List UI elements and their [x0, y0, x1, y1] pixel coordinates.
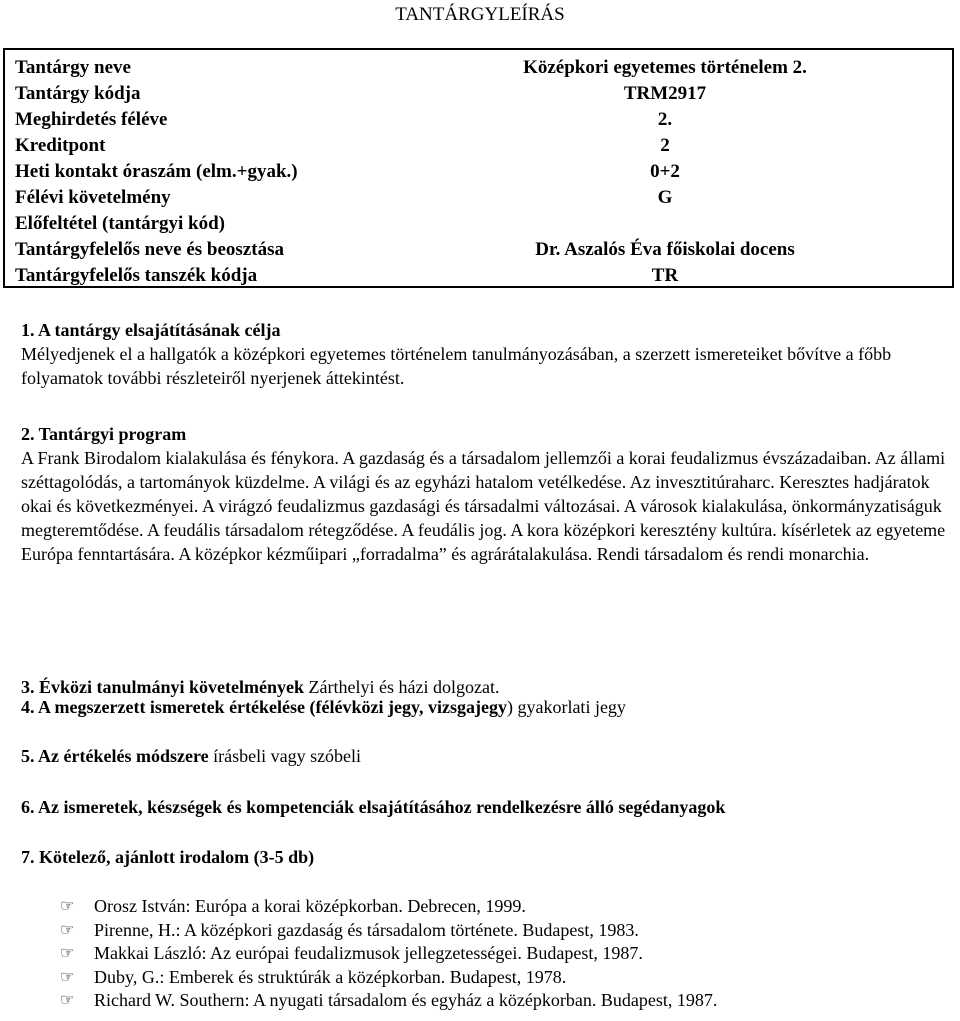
- literature-list: [60, 895, 950, 1013]
- literature-entry: Pirenne, H.: A középkori gazdaság és társadalom története. Budapest, 1983.: [94, 919, 639, 940]
- section-7-literature: [21, 845, 951, 869]
- section-1-goal: [21, 318, 951, 390]
- info-row-semester: [15, 107, 945, 133]
- info-row-course-code: [15, 81, 945, 107]
- section-heading: 1. A tantárgy elsajátításának célja: [21, 320, 281, 340]
- info-label: Tantárgyfelelős neve és beosztása: [15, 239, 284, 260]
- info-value: G: [657, 187, 673, 208]
- section-6-materials: [21, 795, 951, 819]
- pointing-hand-icon: ☞: [60, 921, 75, 939]
- section-heading: 5. Az értékelés módszere: [21, 746, 209, 766]
- info-label: Tantárgyfelelős tanszék kódja: [15, 265, 258, 286]
- info-value: 2: [660, 135, 670, 156]
- literature-entry: Makkai László: Az európai feudalizmusok jellegzetességei. Budapest, 1987.: [94, 943, 643, 963]
- literature-entry: Orosz István: Európa a korai középkorban. Debrecen, 1999.: [94, 896, 526, 916]
- info-label: Tantárgy neve: [15, 57, 131, 78]
- section-body: írásbeli vagy szóbeli: [208, 746, 362, 766]
- info-row-prerequisite: [15, 211, 945, 237]
- list-item: [60, 919, 950, 943]
- info-label: Kreditpont: [15, 135, 106, 156]
- info-label: Előfeltétel (tantárgyi kód): [15, 213, 226, 234]
- section-body: A Frank Birodalom kialakulása és fénykora. A gazdaság és a társadalom jellemzői a korai feudalizmus évszázadaiban. Az állami széttagolódás, a tartományok küzdelme. A világi és az egyházi hatalom vetélkedése. Az invesztitúraharc. Keresztes hadjáratok okai és következményei. A virágzó feudalizmus gazdasági és társadalmi változásai. A városok kialakulása, önkormányzatiságuk megteremtődése. A feudális társadalom rétegződése. A feudális jog. A kora középkori keresztény kultúra. kísérletek az egyeteme Európa fenntartására. A középkor kézműipari „forradalma” és agrárátalakulása. Rendi társadalom és rendi monarchia.: [21, 448, 946, 564]
- info-value: Dr. Aszalós Éva főiskolai docens: [535, 239, 795, 260]
- literature-entry: Duby, G.: Emberek és struktúrák a középkorban. Budapest, 1978.: [94, 966, 567, 987]
- section-heading: 3. Évközi tanulmányi követelmények: [21, 677, 305, 697]
- info-row-department: [15, 263, 945, 289]
- section-5-method: [21, 744, 951, 768]
- info-row-contact-hours: [15, 159, 945, 185]
- pointing-hand-icon: ☞: [60, 992, 75, 1009]
- section-4-evaluation: [21, 695, 951, 719]
- info-value: TRM2917: [623, 83, 707, 104]
- section-body: Zárthelyi és házi dolgozat.: [304, 677, 500, 697]
- info-row-credits: [15, 133, 945, 159]
- info-label: Meghirdetés féléve: [15, 109, 168, 130]
- info-value: 0+2: [650, 161, 680, 182]
- section-heading: 7. Kötelező, ajánlott irodalom (3-5 db): [21, 847, 315, 867]
- pointing-hand-icon: ☞: [60, 945, 75, 962]
- list-item: [60, 895, 950, 919]
- course-info-table: [3, 48, 954, 288]
- list-item: [60, 966, 950, 990]
- pointing-hand-icon: ☞: [60, 898, 75, 915]
- section-body: Mélyedjenek el a hallgatók a középkori egyetemes történelem tanulmányozásában, a szerzett ismereteiket bővítve a főbb folyamatok további részleteiről nyerjenek áttekintést.: [21, 344, 892, 388]
- info-row-responsible: [15, 237, 945, 263]
- section-heading: 4. A megszerzett ismeretek értékelése (félévközi jegy, vizsgajegy: [21, 697, 507, 717]
- info-label: Heti kontakt óraszám (elm.+gyak.): [15, 161, 298, 182]
- section-heading: 6. Az ismeretek, készségek és kompetenciák elsajátításához rendelkezésre álló segédanyagok: [21, 797, 726, 817]
- info-row-course-name: [15, 55, 945, 81]
- info-label: Tantárgy kódja: [15, 83, 141, 104]
- page-title: TANTÁRGYLEÍRÁS: [395, 4, 565, 25]
- info-value: 2.: [657, 109, 673, 130]
- list-item: [60, 942, 950, 966]
- pointing-hand-icon: ☞: [60, 968, 75, 986]
- section-2-program: [21, 422, 951, 566]
- section-body: ) gyakorlati jegy: [506, 697, 626, 717]
- info-label: Félévi követelmény: [15, 187, 171, 208]
- list-item: [60, 989, 950, 1013]
- info-value: TR: [651, 265, 679, 286]
- info-row-requirement: [15, 185, 945, 211]
- section-heading: 2. Tantárgyi program: [21, 424, 187, 444]
- literature-entry: Richard W. Southern: A nyugati társadalom és egyház a középkorban. Budapest, 1987.: [94, 990, 718, 1010]
- info-value: Középkori egyetemes történelem 2.: [523, 57, 807, 78]
